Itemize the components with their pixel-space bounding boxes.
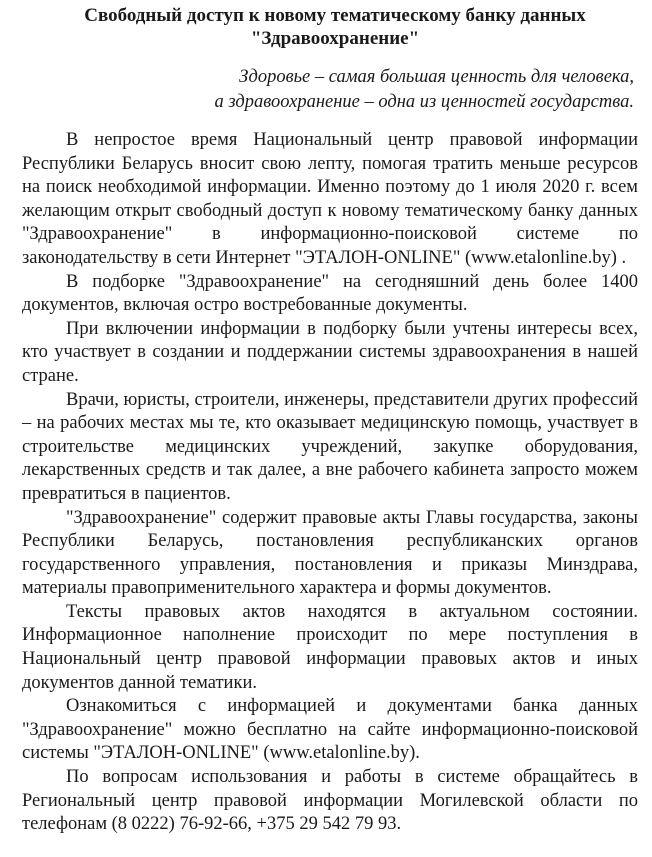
epigraph-line-2: а здравоохранение – одна из ценностей государства. xyxy=(214,92,634,112)
title-line-2: "Здравоохранение" xyxy=(250,28,420,49)
paragraph-2: В подборке "Здравоохранение" на сегодняшний день более 1400 документов, включая остро востребованные документы. xyxy=(22,271,638,316)
paragraph-5: "Здравоохранение" содержит правовые акты Главы государства, законы Республики Беларусь, постановления республиканских органов государственного управления, постановления и приказы Минздрава, материалы правоприменительного характера и формы документов. xyxy=(22,507,638,599)
document-body xyxy=(22,129,638,837)
epigraph-line-1: Здоровье – самая большая ценность для человека, xyxy=(239,67,634,87)
paragraph-8: По вопросам использования и работы в системе обращайтесь в Региональный центр правовой информации Могилевской области по телефонам (8 0222) 76-92-66, +375 29 542 79 93. xyxy=(22,767,638,835)
document-title xyxy=(22,4,638,50)
paragraph-3: При включении информации в подборку были учтены интересы всех, кто участвует в создании и поддержании системы здравоохранения в нашей стране. xyxy=(22,318,638,386)
paragraph-4: Врачи, юристы, строители, инженеры, представители других профессий – на рабочих местах мы те, кто оказывает медицинскую помощь, участвует в строительстве медицинских учреждений, закупке оборудования, лекарственных средств и так далее, а вне рабочего кабинета запросто можем превратиться в пациентов. xyxy=(22,389,638,504)
paragraph-7: Ознакомиться с информацией и документами банка данных "Здравоохранение" можно бесплатно на сайте информационно-поисковой системы "ЭТАЛОН-ONLINE" (www.etalonline.by). xyxy=(22,696,638,764)
paragraph-6: Тексты правовых актов находятся в актуальном состоянии. Информационное наполнение происходит по мере поступления в Национальный центр правовой информации правовых актов и иных документов данной тематики. xyxy=(22,601,638,693)
title-line-1: Свободный доступ к новому тематическому банку данных xyxy=(84,5,586,26)
paragraph-1: В непростое время Национальный центр правовой информации Республики Беларусь вносит свою лепту, помогая тратить меньше ресурсов на поиск необходимой информации. Именно поэтому до 1 июля 2020 г. всем желающим открыт свободный доступ к новому тематическому банку данных "Здравоохранение" в информационно-поисковой системе по законодательству в сети Интернет "ЭТАЛОН-ONLINE" (www.etalonline.by) . xyxy=(22,130,638,268)
epigraph xyxy=(22,65,638,115)
